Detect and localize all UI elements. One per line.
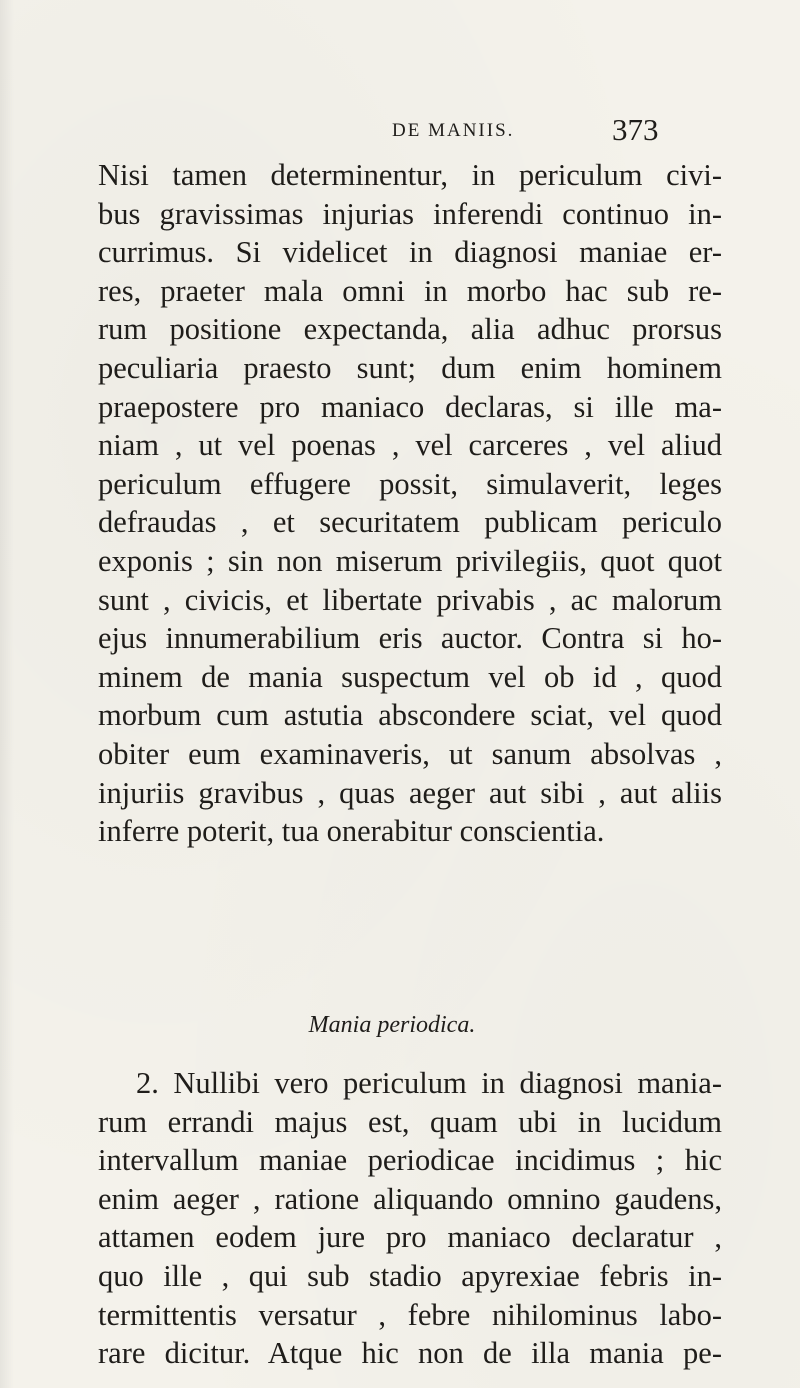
section-heading — [0, 1012, 800, 1039]
paragraph-1 — [98, 156, 722, 851]
running-head — [0, 114, 800, 154]
text-line: rum errandi majus est, quam ubi in lucidum — [98, 1104, 722, 1139]
page-number: 373 — [612, 112, 659, 147]
text-line: obiter eum examinaveris, ut sanum absolvas , — [98, 736, 722, 771]
page-edge-shadow — [0, 0, 14, 1388]
text-line: inferre poterit, tua onerabitur conscientia. — [98, 814, 605, 849]
text-line: enim aeger , ratione aliquando omnino gaudens, — [98, 1181, 722, 1216]
paragraph-2 — [98, 1064, 722, 1373]
text-line: bus gravissimas injurias inferendi continuo in- — [98, 196, 722, 231]
text-line: sunt , civicis, et libertate privabis , ac malorum — [98, 582, 722, 617]
text-line: ejus innumerabilium eris auctor. Contra si ho- — [98, 621, 722, 656]
text-line: currimus. Si videlicet in diagnosi maniae er- — [98, 235, 722, 270]
section-heading-text: Mania periodica. — [308, 1012, 476, 1038]
text-line: morbum cum astutia abscondere sciat, vel quod — [98, 698, 722, 733]
text-line: Nisi tamen determinentur, in periculum civi- — [98, 158, 722, 192]
text-line: injuriis gravibus , quas aeger aut sibi , aut aliis — [98, 775, 722, 810]
text-line: periculum effugere possit, simulaverit, leges — [98, 466, 722, 501]
text-line: 2. Nullibi vero periculum in diagnosi mania- — [136, 1066, 722, 1100]
text-line: quo ille , qui sub stadio apyrexiae febris in- — [98, 1258, 722, 1293]
text-line: intervallum maniae periodicae incidimus ; hic — [98, 1143, 722, 1178]
text-line: exponis ; sin non miserum privilegiis, quot quot — [98, 543, 722, 578]
text-line: niam , ut vel poenas , vel carceres , vel aliud — [98, 428, 722, 463]
text-line: defraudas , et securitatem publicam periculo — [98, 505, 722, 540]
text-line: rare dicitur. Atque hic non de illa mania pe- — [98, 1336, 722, 1371]
text-line: praepostere pro maniaco declaras, si ille ma- — [98, 389, 722, 424]
text-line: attamen eodem jure pro maniaco declaratur , — [98, 1220, 722, 1255]
running-head-title: DE MANIIS. — [392, 120, 515, 141]
text-line: termittentis versatur , febre nihilominus labo- — [98, 1297, 722, 1332]
text-line: minem de mania suspectum vel ob id , quod — [98, 659, 722, 694]
text-line: rum positione expectanda, alia adhuc prorsus — [98, 312, 722, 347]
text-line: res, praeter mala omni in morbo hac sub re- — [98, 273, 722, 308]
text-line: peculiaria praesto sunt; dum enim hominem — [98, 350, 722, 385]
